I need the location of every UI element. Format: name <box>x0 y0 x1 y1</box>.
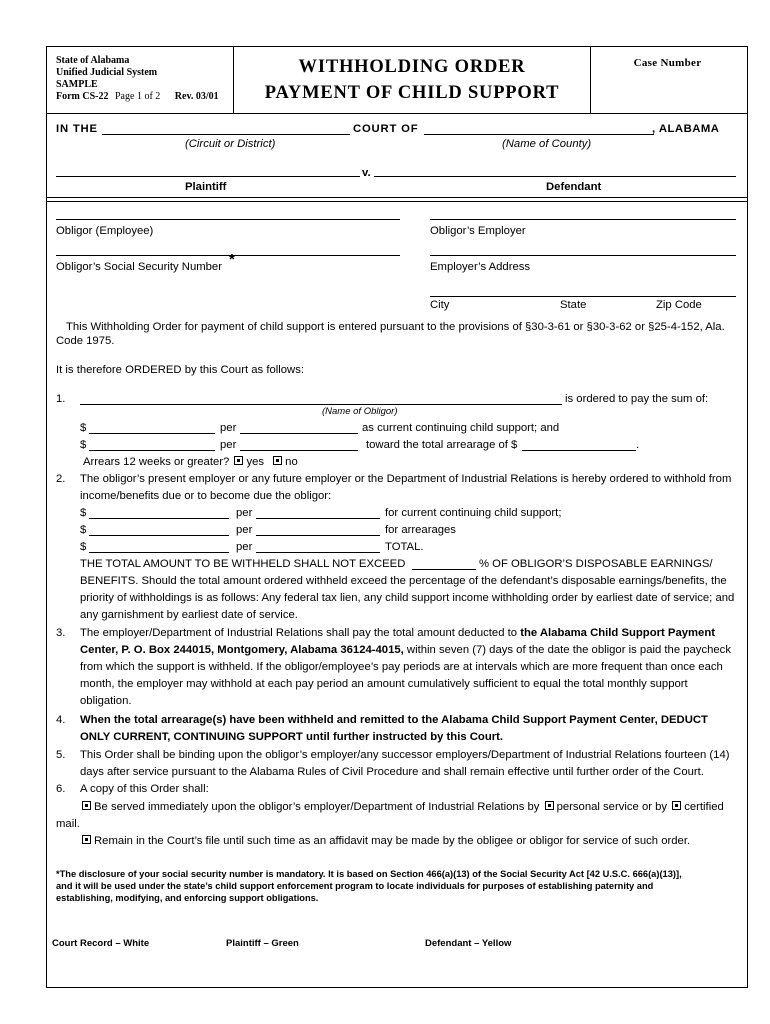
intro-line-2: Code 1975. <box>56 335 115 347</box>
item-2-line-2: income/benefits due or to become due the obligor: <box>80 490 332 502</box>
footer-court-copy: Court Record – White <box>52 938 150 949</box>
state-name: State of Alabama <box>56 55 130 66</box>
arrearage-amount-field[interactable] <box>89 450 215 451</box>
alabama-label: , ALABAMA <box>652 123 720 135</box>
per-label: per <box>236 524 253 536</box>
city-state-zip-field[interactable] <box>430 296 736 297</box>
defendant-label: Defendant <box>546 181 602 193</box>
item-5-line-2: days after service pursuant to the Alabama Rules of Civil Procedure and shall remain effective until further order of the Court. <box>80 766 704 778</box>
item-3-line-4: month, the employer may withhold at each pay period an amount cumulatively sufficient to equal the total monthly support <box>80 678 688 690</box>
item-5-line-1: This Order shall be binding upon the obligor’s employer/any successor employers/Department of Industrial Relations fourteen (14) <box>80 749 730 761</box>
remain-option: Remain in the Court’s file until such time as an affidavit may be made by the obligee or obligor for service of such order. <box>80 834 690 848</box>
revision: Rev. 03/01 <box>174 91 219 102</box>
item-5-number: 5. <box>56 749 66 761</box>
item-6-line-1: A copy of this Order shall: <box>80 783 209 795</box>
arrearage-period-field[interactable] <box>240 450 358 451</box>
per-label: per <box>220 439 237 451</box>
header-divider <box>46 113 747 114</box>
item-2-line-6: priority of withholdings is as follows: Any federal tax lien, any child support income withholding order by earliest date of service; and <box>80 592 735 604</box>
page-number: Page 1 of 2 <box>115 91 161 102</box>
dollar-sign: $ <box>80 507 87 519</box>
withhold-current-period-field[interactable] <box>256 518 380 519</box>
per-label: per <box>236 541 253 553</box>
withhold-arrears-field[interactable] <box>89 535 229 536</box>
total-arrearage-text: toward the total arrearage of $ <box>366 439 518 451</box>
item-3-line-2: Center, P. O. Box 244015, Montgomery, Alabama 36124-4015, within seven (7) days of the date the obligor is paid the paycheck <box>80 644 731 656</box>
disclosure-line-3: establishing, modifying, and enforcing support obligations. <box>56 893 319 903</box>
header-title-box <box>233 47 591 113</box>
withhold-current-text: for current continuing child support; <box>385 507 562 519</box>
personal-service-checkbox[interactable] <box>545 801 554 810</box>
total-arrearage-field[interactable] <box>522 450 636 451</box>
intro-line-1: This Withholding Order for payment of child support is entered pursuant to the provisions of §30-3-61 or §30-3-62 or §25-4-152, Ala. <box>66 321 725 333</box>
header-form-info <box>47 47 233 113</box>
zip-label: Zip Code <box>656 299 702 311</box>
yes-checkbox[interactable] <box>234 456 243 465</box>
item-3-line-1: The employer/Department of Industrial Relations shall pay the total amount deducted to the Alabama Child Support Payment <box>80 627 715 639</box>
footer-defendant-copy: Defendant – Yellow <box>425 938 512 949</box>
yes-label: yes <box>246 456 265 468</box>
max-withhold-text: THE TOTAL AMOUNT TO BE WITHHELD SHALL NOT EXCEED <box>80 558 406 570</box>
item-2-line-1: The obligor’s present employer or any future employer or the Department of Industrial Relations is hereby ordered to withhold from <box>80 473 732 485</box>
arrears-question <box>83 455 298 469</box>
case-number-label: Case Number <box>633 57 702 69</box>
withhold-total-text: TOTAL. <box>385 541 424 553</box>
employer-field[interactable] <box>430 219 736 220</box>
case-number-box[interactable] <box>589 47 746 113</box>
address-field[interactable] <box>430 255 736 256</box>
plaintiff-label: Plaintiff <box>185 181 227 193</box>
dollar-sign: $ <box>80 541 87 553</box>
item-2-line-5: BENEFITS. Should the total amount ordered withheld exceed the percentage of the defendant’s disposable earnings/benefits, the <box>80 575 727 587</box>
max-percent-field[interactable] <box>412 569 476 570</box>
employer-label: Obligor’s Employer <box>430 225 526 237</box>
withhold-arrears-period-field[interactable] <box>256 535 380 536</box>
footer-plaintiff-copy: Plaintiff – Green <box>226 938 299 949</box>
obligor-name-field[interactable] <box>80 404 562 405</box>
arrears-question-text: Arrears 12 weeks or greater? <box>83 456 230 468</box>
item-6-number: 6. <box>56 783 66 795</box>
per-label: per <box>220 422 237 434</box>
ssn-label: Obligor’s Social Security Number <box>56 261 222 273</box>
state-label: State <box>560 299 587 311</box>
city-label: City <box>430 299 450 311</box>
county-caption: (Name of County) <box>502 138 592 150</box>
item-3-line-5: obligation. <box>80 695 132 707</box>
item-3-number: 3. <box>56 627 66 639</box>
item-4-number: 4. <box>56 714 66 726</box>
dollar-sign: $ <box>80 439 87 451</box>
item-4-line-2: ONLY CURRENT, CONTINUING SUPPORT until further instructed by this Court. <box>80 731 504 743</box>
item-4-line-1: When the total arrearage(s) have been withheld and remitted to the Alabama Child Support Payment Center, DEDUCT <box>80 714 708 726</box>
obligor-field[interactable] <box>56 219 400 220</box>
ssn-asterisk: * <box>229 251 235 268</box>
form-number: Form CS-22 <box>56 91 109 102</box>
form-title: WITHHOLDING ORDER <box>298 57 526 77</box>
court-of-label: COURT OF <box>353 123 419 135</box>
obligor-name-caption: (Name of Obligor) <box>322 406 398 417</box>
defendant-field[interactable] <box>374 176 736 177</box>
withhold-current-field[interactable] <box>89 518 229 519</box>
versus-label: v. <box>362 167 371 179</box>
withhold-total-period-field[interactable] <box>256 552 380 553</box>
current-support-text: as current continuing child support; and <box>362 422 560 434</box>
address-label: Employer’s Address <box>430 261 531 273</box>
in-the-label: IN THE <box>56 123 98 135</box>
disclosure-line-2: and it will be used under the state’s child support enforcement program to locate individuals for purposes of establishing paternity and <box>56 881 654 891</box>
court-divider-2 <box>46 201 747 202</box>
withhold-total-field[interactable] <box>89 552 229 553</box>
dollar-sign: $ <box>80 524 87 536</box>
mail-text: mail. <box>56 818 80 830</box>
withhold-arrears-text: for arrearages <box>385 524 456 536</box>
disclosure-line-1: *The disclosure of your social security number is mandatory. It is based on Section 466(a)(13) of the Social Security Act [42 U.S.C. 666(a)(13)], <box>56 869 682 879</box>
pay-sum-text: is ordered to pay the sum of: <box>565 393 709 405</box>
county-field[interactable] <box>424 134 654 135</box>
serve-checkbox[interactable] <box>82 801 91 810</box>
item-2-number: 2. <box>56 473 66 485</box>
ordered-line: It is therefore ORDERED by this Court as follows: <box>56 364 304 376</box>
system-name: Unified Judicial System <box>56 67 158 78</box>
per-label: per <box>236 507 253 519</box>
item-2-line-7: any garnishment by earliest date of service. <box>80 609 298 621</box>
circuit-caption: (Circuit or District) <box>185 138 276 150</box>
period-mark: . <box>636 439 640 451</box>
dollar-sign: $ <box>80 422 87 434</box>
max-withhold-text-2: % OF OBLIGOR’S DISPOSABLE EARNINGS/ <box>479 558 713 570</box>
current-amount-field[interactable] <box>89 433 215 434</box>
sample-label: SAMPLE <box>56 79 98 90</box>
form-subtitle: PAYMENT OF CHILD SUPPORT <box>264 83 560 103</box>
no-label: no <box>285 456 298 468</box>
remain-checkbox[interactable] <box>82 835 91 844</box>
no-checkbox[interactable] <box>273 456 282 465</box>
item-3-line-3: from which the support is withheld. If the obligor/employee’s pay periods are at intervals which are more frequent than once each <box>80 661 723 673</box>
ssn-field[interactable] <box>56 255 400 256</box>
court-divider <box>46 197 747 198</box>
court-type-field[interactable] <box>102 134 350 135</box>
item-1-number: 1. <box>56 393 66 405</box>
obligor-label: Obligor (Employee) <box>56 225 154 237</box>
plaintiff-field[interactable] <box>56 176 360 177</box>
current-period-field[interactable] <box>240 433 358 434</box>
certified-mail-checkbox[interactable] <box>672 801 681 810</box>
service-options: Be served immediately upon the obligor’s employer/Department of Industrial Relations by personal service or by certified <box>80 800 724 814</box>
